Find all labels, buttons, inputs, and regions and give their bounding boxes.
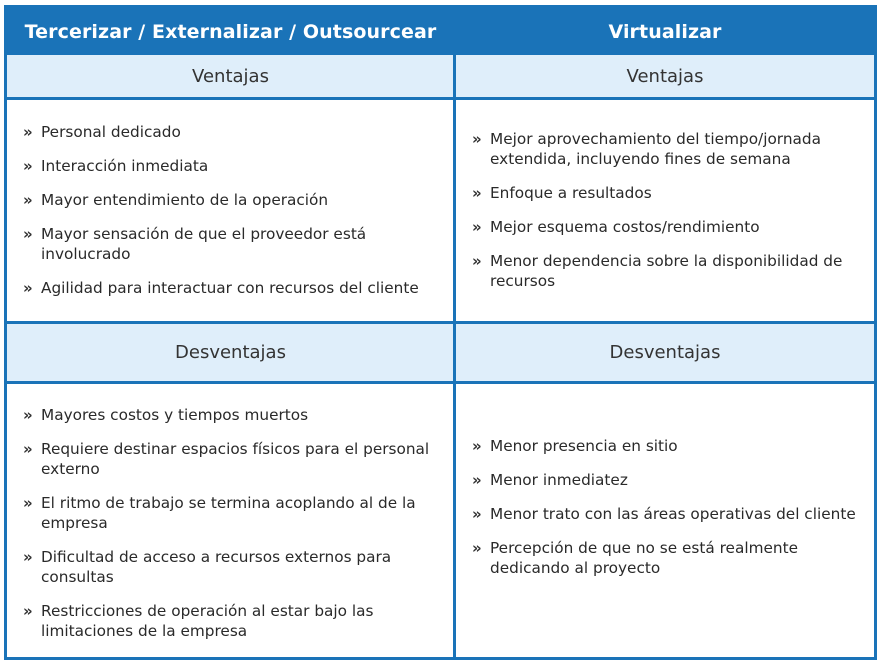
list-item-text: Mayor entendimiento de la operación — [41, 191, 329, 209]
list-item-text: Menor trato con las áreas operativas del cliente — [490, 505, 856, 523]
bullet-icon: » — [23, 191, 33, 209]
list-item — [456, 504, 874, 524]
list-item-text: Mayor sensación de que el proveedor está involucrado — [41, 225, 367, 263]
list-item-text: Mayores costos y tiempos muertos — [41, 406, 309, 424]
bullet-icon: » — [472, 218, 482, 236]
list-item — [7, 493, 454, 533]
list-item-text: Interacción inmediata — [41, 157, 209, 175]
list-item — [456, 183, 874, 203]
bullet-icon: » — [23, 494, 33, 512]
list-item-text: El ritmo de trabajo se termina acoplando al de la empresa — [41, 494, 416, 532]
advantages-heading: Ventajas — [7, 52, 454, 100]
list-item — [456, 129, 874, 169]
advantages-list — [456, 129, 874, 305]
list-item — [7, 601, 454, 641]
disadvantages-heading: Desventajas — [7, 321, 454, 384]
list-item-text: Menor inmediatez — [490, 471, 628, 489]
list-item-text: Mejor aprovechamiento del tiempo/jornada extendida, incluyendo fines de semana — [490, 130, 821, 168]
list-item — [456, 251, 874, 291]
list-item-text: Personal dedicado — [41, 123, 181, 141]
list-item — [7, 405, 454, 425]
advantages-heading: Ventajas — [456, 52, 874, 100]
bullet-icon: » — [23, 548, 33, 566]
list-item — [7, 278, 454, 298]
list-item — [7, 190, 454, 210]
list-item — [456, 470, 874, 490]
list-item-text: Percepción de que no se está realmente dedicando al proyecto — [490, 539, 798, 577]
list-item — [7, 439, 454, 479]
bullet-icon: » — [472, 437, 482, 455]
list-item-text: Mejor esquema costos/rendimiento — [490, 218, 760, 236]
bullet-icon: » — [23, 157, 33, 175]
disadvantages-heading: Desventajas — [456, 321, 874, 384]
bullet-icon: » — [23, 602, 33, 620]
bullet-icon: » — [23, 406, 33, 424]
list-item — [7, 224, 454, 264]
bullet-icon: » — [23, 123, 33, 141]
list-item — [7, 156, 454, 176]
bullet-icon: » — [472, 471, 482, 489]
list-item-text: Enfoque a resultados — [490, 184, 652, 202]
bullet-icon: » — [472, 252, 482, 270]
column-title: Virtualizar — [456, 8, 874, 55]
disadvantages-list — [456, 436, 874, 592]
bullet-icon: » — [23, 279, 33, 297]
bullet-icon: » — [472, 505, 482, 523]
bullet-icon: » — [23, 225, 33, 243]
list-item-text: Menor dependencia sobre la disponibilidad de recursos — [490, 252, 843, 290]
column-title: Tercerizar / Externalizar / Outsourcear — [7, 8, 454, 55]
list-item-text: Dificultad de acceso a recursos externos para consultas — [41, 548, 392, 586]
list-item — [7, 547, 454, 587]
bullet-icon: » — [23, 440, 33, 458]
list-item — [456, 436, 874, 456]
list-item-text: Restricciones de operación al estar bajo las limitaciones de la empresa — [41, 602, 374, 640]
list-item — [7, 122, 454, 142]
bullet-icon: » — [472, 130, 482, 148]
disadvantages-list — [7, 405, 454, 655]
column-virtualizar — [456, 8, 874, 657]
list-item — [456, 217, 874, 237]
advantages-list — [7, 122, 454, 312]
bullet-icon: » — [472, 184, 482, 202]
list-item-text: Agilidad para interactuar con recursos del cliente — [41, 279, 419, 297]
list-item-text: Menor presencia en sitio — [490, 437, 678, 455]
list-item — [456, 538, 874, 578]
list-item-text: Requiere destinar espacios físicos para el personal externo — [41, 440, 430, 478]
comparison-table — [4, 5, 877, 660]
column-outsourcing — [7, 8, 454, 657]
bullet-icon: » — [472, 539, 482, 557]
